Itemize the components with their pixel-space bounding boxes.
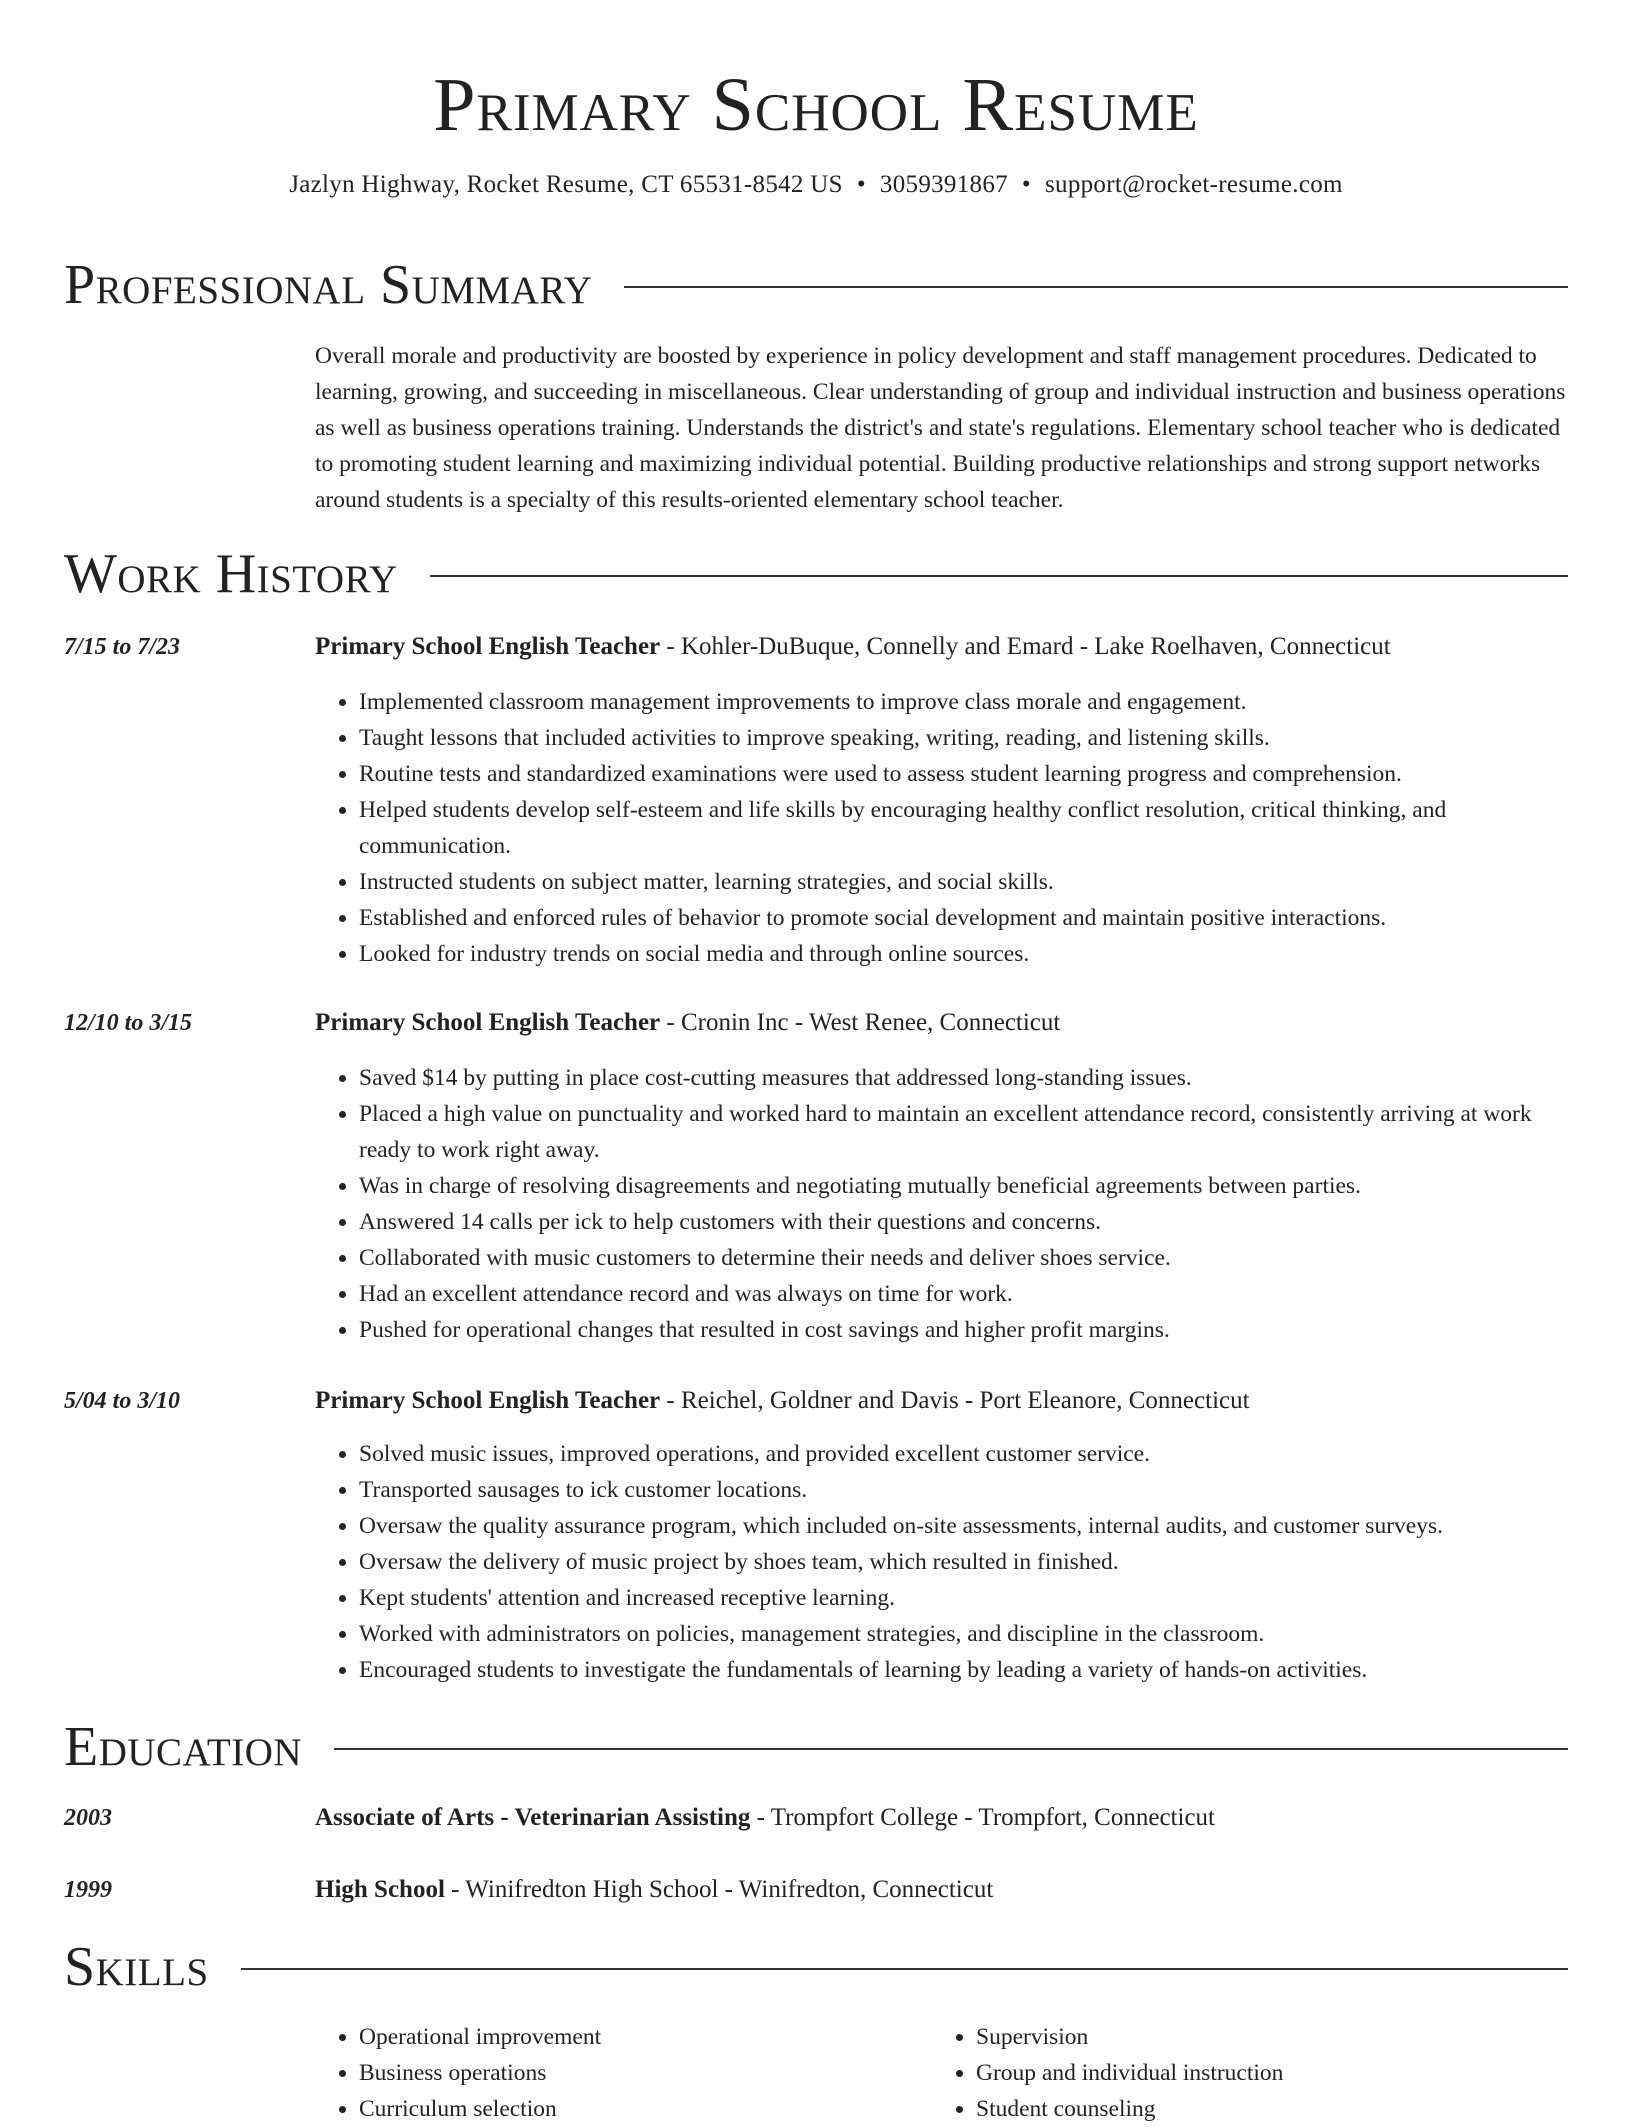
skill-item: • Group and individual instruction: [976, 2055, 1532, 2091]
job-bullet: • Kept students' attention and increased receptive learning.: [359, 1580, 1568, 1616]
education-year: 1999: [64, 1877, 112, 1903]
job-details: - Kohler-DuBuque, Connelly and Emard - Lake Roelhaven, Connecticut: [660, 633, 1391, 660]
job-bullet: • Saved $14 by putting in place cost-cutting measures that addressed long-standing issues.: [359, 1060, 1568, 1096]
job-dates: 12/10 to 3/15: [64, 1010, 193, 1036]
skills-list-right: [932, 2019, 1532, 2127]
job-role: Primary School English Teacher: [315, 633, 661, 660]
education-year: 2003: [64, 1805, 112, 1831]
resume-page: [64, 0, 1568, 2122]
job-bullet: • Oversaw the quality assurance program, which included on-site assessments, internal audits, and customer surveys.: [359, 1508, 1568, 1544]
section-divider: [334, 1748, 1568, 1750]
contact-email: support@rocket-resume.com: [1044, 171, 1343, 198]
job-bullet: • Implemented classroom management improvements to improve class morale and engagement.: [359, 684, 1568, 720]
skill-item: • Curriculum selection: [359, 2091, 915, 2127]
skill-item: • Operational improvement: [359, 2019, 915, 2055]
job-bullet: • Helped students develop self-esteem and life skills by encouraging healthy conflict resolution, critical thinking, and communication.: [359, 792, 1568, 864]
job-role: Primary School English Teacher: [315, 1387, 661, 1414]
job-bullet: • Placed a high value on punctuality and worked hard to maintain an excellent attendance record, consistently arriving at work ready to work right away.: [359, 1096, 1568, 1168]
education-degree: High School: [315, 1876, 445, 1903]
contact-separator: •: [856, 171, 866, 198]
summary-section-header: [64, 255, 1568, 315]
job-header: [315, 632, 1568, 662]
job-bullet: • Instructed students on subject matter, learning strategies, and social skills.: [359, 864, 1568, 900]
contact-address: Jazlyn Highway, Rocket Resume, CT 65531-8542 US: [289, 171, 843, 198]
skills-list-left: [315, 2019, 915, 2127]
contact-separator: •: [1021, 171, 1031, 198]
section-divider: [430, 575, 1568, 577]
education-section-header: [64, 1717, 1568, 1777]
job-bullet: • Encouraged students to investigate the fundamentals of learning by leading a variety of hands-on activities.: [359, 1652, 1568, 1688]
education-degree: Associate of Arts - Veterinarian Assisting: [315, 1804, 751, 1831]
education-entry: [315, 1875, 1568, 1905]
education-entry: [315, 1803, 1568, 1833]
section-divider: [241, 1968, 1568, 1970]
contact-phone: 3059391867: [879, 171, 1008, 198]
skill-item: • Student counseling: [976, 2091, 1532, 2127]
resume-title: Primary School Resume: [433, 63, 1199, 147]
work-heading: Work History: [64, 543, 398, 605]
job-bullet: • Solved music issues, improved operations, and provided excellent customer service.: [359, 1436, 1568, 1472]
education-details: - Trompfort College - Trompfort, Connecticut: [750, 1804, 1215, 1831]
education-details: - Winifredton High School - Winifredton, Connecticut: [444, 1876, 994, 1903]
job-role: Primary School English Teacher: [315, 1009, 661, 1036]
job-header: [315, 1386, 1568, 1416]
job-bullet: • Had an excellent attendance record and was always on time for work.: [359, 1276, 1568, 1312]
job-bullets: [315, 684, 1568, 972]
summary-heading: Professional Summary: [64, 254, 593, 316]
job-bullet: • Answered 14 calls per ick to help customers with their questions and concerns.: [359, 1204, 1568, 1240]
skill-item: • Supervision: [976, 2019, 1532, 2055]
job-bullets: [315, 1436, 1568, 1688]
skill-item: • Business operations: [359, 2055, 915, 2091]
summary-text: Overall morale and productivity are boosted by experience in policy development and staff management procedures. Dedicated to learning, growing, and succeeding in miscellaneous. Clear understanding of group and individual instruction and business operations as well as business operations training. Understands the district's and state's regulations. Elementary school teacher who is dedicated to promoting student learning and maximizing individual potential. Building productive relationships and strong support networks around students is a specialty of this results-oriented elementary school teacher.: [315, 343, 1566, 513]
job-details: - Reichel, Goldner and Davis - Port Eleanore, Connecticut: [660, 1387, 1250, 1414]
job-bullet: • Looked for industry trends on social media and through online sources.: [359, 936, 1568, 972]
skills-heading: Skills: [64, 1936, 209, 1998]
job-bullet: • Transported sausages to ick customer locations.: [359, 1472, 1568, 1508]
job-bullet: • Worked with administrators on policies, management strategies, and discipline in the classroom.: [359, 1616, 1568, 1652]
skills-section-header: [64, 1937, 1568, 1997]
job-bullet: • Was in charge of resolving disagreements and negotiating mutually beneficial agreements between parties.: [359, 1168, 1568, 1204]
job-bullet: • Oversaw the delivery of music project by shoes team, which resulted in finished.: [359, 1544, 1568, 1580]
job-bullet: • Pushed for operational changes that resulted in cost savings and higher profit margins.: [359, 1312, 1568, 1348]
contact-line: [64, 170, 1568, 200]
job-bullet: • Taught lessons that included activities to improve speaking, writing, reading, and listening skills.: [359, 720, 1568, 756]
education-heading: Education: [64, 1716, 303, 1778]
section-divider: [624, 286, 1568, 288]
job-details: - Cronin Inc - West Renee, Connecticut: [660, 1009, 1061, 1036]
job-dates: 7/15 to 7/23: [64, 634, 181, 660]
job-bullet: • Collaborated with music customers to determine their needs and deliver shoes service.: [359, 1240, 1568, 1276]
job-header: [315, 1008, 1568, 1038]
job-bullet: • Established and enforced rules of behavior to promote social development and maintain positive interactions.: [359, 900, 1568, 936]
job-bullet: • Routine tests and standardized examinations were used to assess student learning progress and comprehension.: [359, 756, 1568, 792]
job-bullets: [315, 1060, 1568, 1348]
job-dates: 5/04 to 3/10: [64, 1388, 181, 1414]
work-section-header: [64, 544, 1568, 604]
